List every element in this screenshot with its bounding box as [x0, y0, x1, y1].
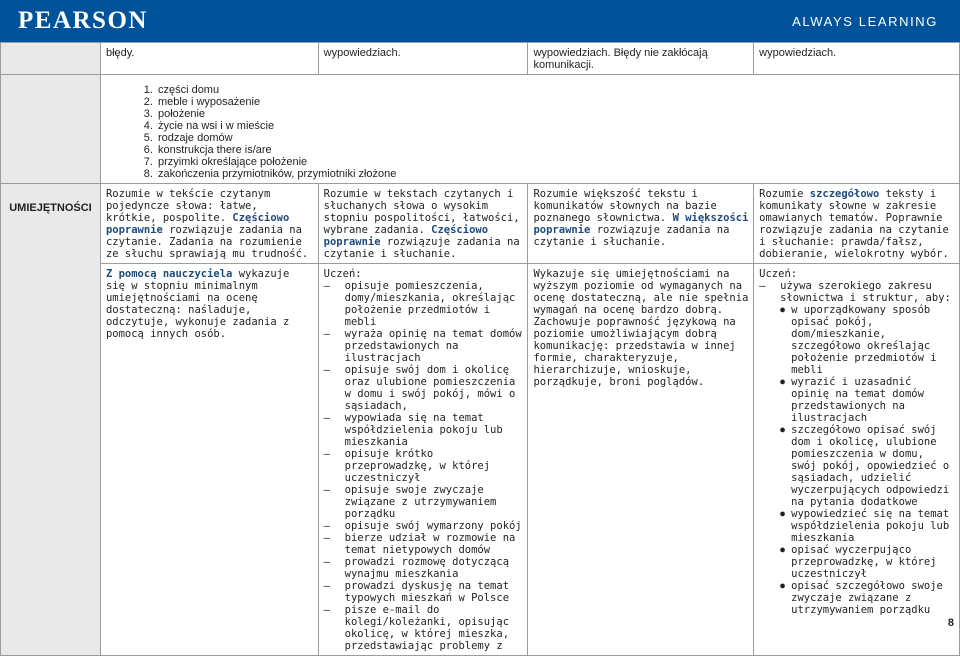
list-item: – opisuje swój wymarzony pokój — [324, 520, 524, 532]
text-emphasis: Z pomocą nauczyciela — [105, 268, 233, 280]
skills-row-header: UMIEJĘTNOŚCI — [1, 184, 101, 656]
list-item: 2. meble i wyposażenie — [156, 96, 955, 108]
text-plain: Rozumie w tekstach czytanych i słuchanych słowa o wysokim stopniu pospolitości, łatwości, wybrane zadania. — [323, 188, 520, 236]
list-item: – wyraża opinię na temat domów przedstawionych na ilustracjach — [324, 328, 524, 364]
text-emphasis: Częściowo poprawnie — [105, 212, 290, 236]
cell-continuation-4: wypowiedziach. — [754, 43, 960, 75]
table-row-topics — [1, 75, 960, 184]
skills-speaking-grade-4 — [528, 264, 754, 656]
list-item: 4. życie na wsi i w mieście — [156, 120, 955, 132]
list-item: – bierze udział w rozmowie na temat nietypowych domów — [324, 532, 524, 556]
cell-continuation-2: wypowiedziach. — [318, 43, 528, 75]
list-item — [156, 144, 955, 156]
skills-reading-grade-4 — [528, 184, 754, 264]
list-item: 7. przyimki określające położenie — [156, 156, 955, 168]
text-emphasis: W większości poprawnie — [533, 212, 749, 236]
text-plain: teksty i komunikaty słowne w zakresie omawianych tematów. Poprawnie rozwiązuje zadania na czytanie i słuchanie: prawda/fałsz, dobieranie, wielokrotny wybór. — [759, 188, 949, 260]
bullet-list — [759, 304, 955, 616]
skills-speaking-grade-2 — [100, 264, 318, 656]
text-plain: Rozumie — [759, 188, 804, 200]
list-item: – opisuje swój dom i okolicę oraz ulubione pomieszczenia w domu i swój pokój, mówi o sąsiadach, — [324, 364, 524, 412]
dash-list — [759, 280, 955, 304]
intro-text: Uczeń: — [323, 268, 362, 280]
table-row-skills-2 — [1, 264, 960, 656]
list-item — [759, 280, 955, 304]
skills-speaking-grade-5 — [754, 264, 960, 656]
skills-reading-grade-3 — [318, 184, 528, 264]
list-item: – pisze e-mail do kolegi/koleżanki, opisując okolicę, w której mieszka, przedstawiając problemy z — [324, 604, 524, 652]
table-row-skills-1 — [1, 184, 960, 264]
topic-text: konstrukcja there is/are — [157, 144, 272, 156]
list-item: ● wyrazić i uzasadnić opinię na temat domów przedstawionych na ilustracjach — [780, 376, 955, 424]
text-plain: Rozumie większość tekstu i komunikatów słownych na bazie poznanego słownictwa. — [533, 188, 717, 224]
list-item: 1. części domu — [156, 84, 955, 96]
list-item: ● opisać wyczerpująco przeprowadzkę, w której uczestniczył — [780, 544, 955, 580]
text-emphasis: szczegółowo — [809, 188, 880, 200]
empty-row-header — [1, 43, 101, 75]
list-item: ● wypowiedzieć się na temat współdzielenia pokoju lub mieszkania — [780, 508, 955, 544]
text-plain: Wykazuje się umiejętnościami na wyższym poziomie od wymaganych na ocenę dostateczną, ale nie spełnia wymagań na ocenę bardzo dobrą. Zachowuje poprawność językową na poziomie umożliwiającym dobrą komunikację: przedstawia w innej formie, charakteryzuje, hierarchizuje, wnioskuje, porządkuje, broni poglądów. — [533, 268, 749, 388]
list-item: ● w uporządkowany sposób opisać pokój, dom/mieszkanie, szczegółowo określając położenie przedmiotów i mebli — [780, 304, 955, 376]
text-plain: rozwiązuje zadania na czytanie i słuchanie. — [323, 236, 520, 260]
cell-continuation-1: błędy. — [100, 43, 318, 75]
text-plain: Rozumie w tekście czytanym pojedyncze słowa: łatwe, krótkie, pospolite. — [105, 188, 271, 224]
text-plain: wykazuje się w stopniu minimalnym umiejętnościami na ocenę dostateczną: naśladuje, odczytuje, wykonuje zadania z pomocą innych osób. — [105, 268, 290, 340]
item-text: używa szerokiego zakresu słownictwa i struktur, aby: — [780, 280, 951, 304]
list-item: – prowadzi rozmowę dotyczącą wynajmu mieszkania — [324, 556, 524, 580]
list-item: 3. położenie — [156, 108, 955, 120]
pearson-logo: PEARSON — [18, 7, 148, 34]
cell-continuation-3: wypowiedziach. Błędy nie zakłócają komunikacji. — [528, 43, 754, 75]
topics-cell — [100, 75, 959, 184]
requirements-table — [0, 42, 960, 656]
list-item: – prowadzi dyskusję na temat typowych mieszkań w Polsce — [324, 580, 524, 604]
skills-reading-grade-5 — [754, 184, 960, 264]
list-item: – opisuje pomieszczenia, domy/mieszkania, określając położenie przedmiotów i mebli — [324, 280, 524, 328]
list-item: ● opisać szczegółowo swoje zwyczaje związane z utrzymywaniem porządku — [780, 580, 955, 616]
topics-list — [106, 84, 955, 180]
skills-speaking-grade-3 — [318, 264, 528, 656]
tagline: ALWAYS LEARNING — [792, 14, 938, 29]
header-bar — [0, 0, 960, 42]
list-item: – opisuje swoje zwyczaje związane z utrzymywaniem porządku — [324, 484, 524, 520]
empty-row-header — [1, 75, 101, 184]
table-row-continuation — [1, 43, 960, 75]
text-emphasis: Częściowo poprawnie — [323, 224, 489, 248]
intro-text: Uczeń: — [759, 268, 798, 280]
skills-reading-grade-2 — [100, 184, 318, 264]
text-plain: rozwiązuje zadania na czytanie i słuchanie. — [533, 224, 730, 248]
list-item: 5. rodzaje domów — [156, 132, 955, 144]
page-number: 8 — [947, 617, 954, 629]
list-item: 8. zakończenia przymiotników, przymiotniki złożone — [156, 168, 955, 180]
list-item: – opisuje krótko przeprowadzkę, w której uczestniczył — [324, 448, 524, 484]
dash-list — [324, 280, 524, 652]
text-plain: rozwiązuje zadania na czytanie. Zadania na rozumienie ze słuchu sprawiają mu trudność. — [105, 224, 309, 260]
list-item: – wypowiada się na temat współdzielenia pokoju lub mieszkania — [324, 412, 524, 448]
list-item: ● szczegółowo opisać swój dom i okolicę, ulubione pomieszczenia w domu, swój pokój, opowiedzieć o sąsiadach, udzielić wyczerpujących odpowiedzi na pytania dodatkowe — [780, 424, 955, 508]
